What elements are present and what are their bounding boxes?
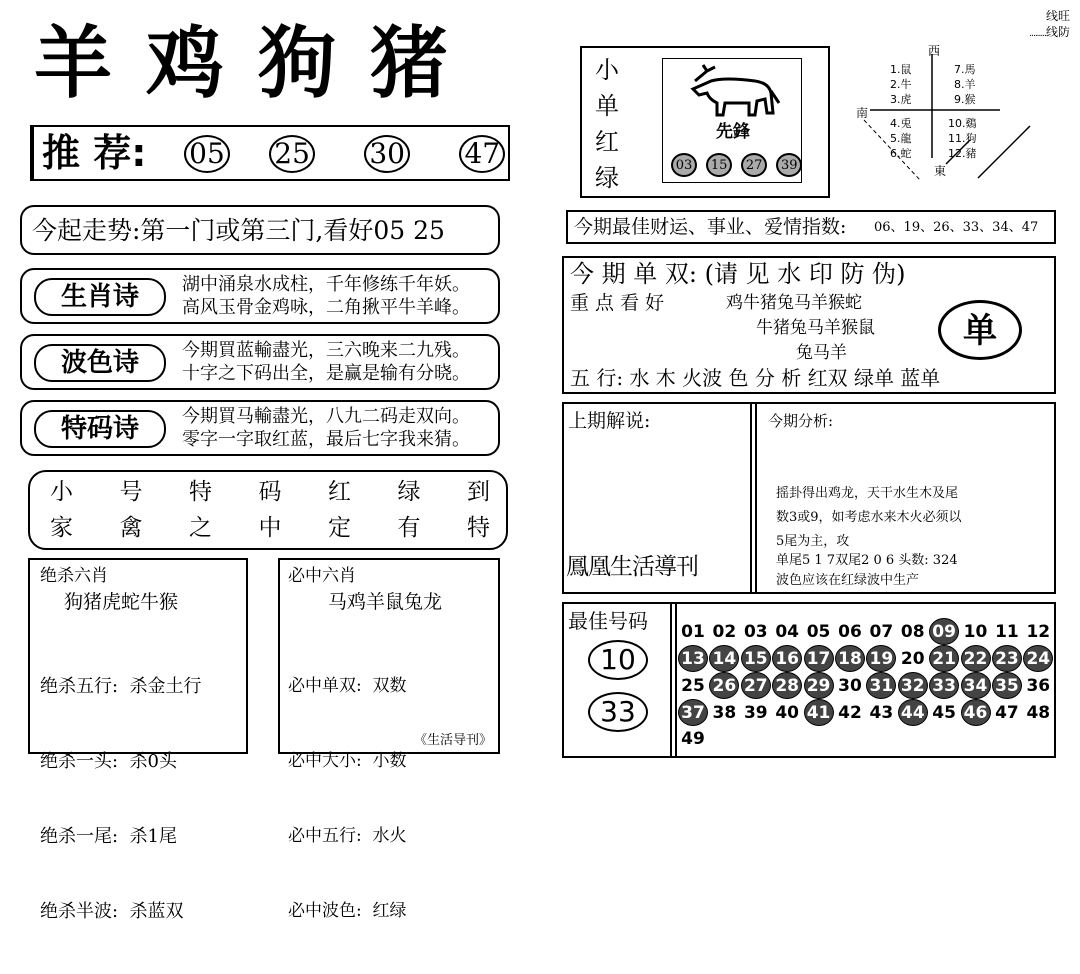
- recommend-box: [30, 125, 510, 181]
- poem-line: 今期買马輸盡光，八九二码走双向。: [182, 406, 470, 427]
- number-row: [678, 618, 1054, 645]
- zodiac-item: 5.龍: [890, 132, 912, 145]
- number-grid: [678, 618, 1054, 756]
- zodiac-item: 10.鷄: [948, 117, 977, 130]
- zodiac-item: 2.牛: [890, 78, 912, 91]
- poem-special-box: [20, 400, 500, 456]
- fortune-box: [566, 210, 1056, 244]
- number-ball: 01: [681, 622, 705, 642]
- number-ball: 20: [900, 649, 925, 669]
- number-ball: 16: [772, 645, 802, 672]
- number-ball: 19: [866, 645, 896, 672]
- oddeven-line: 牛猪兔马羊猴鼠: [756, 318, 875, 338]
- number-ball: 49: [681, 729, 705, 749]
- pioneer-side-char: 小: [595, 56, 619, 84]
- must-item: 必中五行: 水火: [288, 826, 407, 846]
- must-item: 必中波色: 红绿: [288, 901, 407, 921]
- recommend-number: 47: [459, 135, 505, 173]
- slogan-row-1: [50, 476, 490, 508]
- pioneer-number: 15: [706, 153, 732, 177]
- number-ball: 45: [932, 703, 956, 723]
- poem-zodiac-box: [20, 268, 500, 324]
- slogan-char: 家: [50, 515, 73, 541]
- number-ball: 02: [712, 622, 737, 642]
- slogan-char: 红: [328, 479, 351, 505]
- analysis-tail: 单尾5 1 7双尾2 0 6 头数: 324: [776, 553, 958, 568]
- number-ball: 14: [709, 645, 739, 672]
- compass-south: 南: [856, 106, 869, 120]
- slogan-char: 绿: [397, 479, 421, 505]
- number-ball: 47: [995, 703, 1019, 723]
- number-ball: 18: [835, 645, 865, 672]
- number-ball: 36: [1026, 676, 1051, 696]
- slogan-char: 特: [189, 479, 212, 505]
- must-zodiacs: 马鸡羊鼠兔龙: [328, 591, 443, 613]
- ox-icon: [685, 63, 781, 121]
- poem-color-box: [20, 334, 500, 390]
- analysis-line: 5尾为主，攻: [776, 534, 850, 549]
- pioneer-number: 27: [741, 153, 767, 177]
- oddeven-seal: 单: [938, 300, 1022, 360]
- number-ball: 40: [775, 703, 799, 723]
- number-ball: 13: [678, 645, 708, 672]
- must-item: 必中大小: 小数: [288, 751, 407, 771]
- recommend-label: 推 荐:: [42, 131, 147, 175]
- recommend-number: 05: [184, 135, 230, 173]
- pioneer-number: 39: [776, 153, 802, 177]
- number-ball: 33: [929, 672, 959, 699]
- pioneer-side-char: 绿: [595, 164, 619, 192]
- pioneer-inner: [662, 58, 802, 183]
- number-ball: 31: [866, 672, 896, 699]
- analysis-divider: [750, 404, 757, 592]
- kill-box: [28, 558, 248, 922]
- number-row: [678, 699, 1054, 726]
- must-title: 必中六肖: [288, 566, 356, 586]
- kill-item: 绝杀五行: 杀金土行: [40, 676, 202, 697]
- pioneer-side-char: 红: [595, 128, 619, 156]
- must-item: 必中单双: 双数: [288, 676, 407, 696]
- analysis-line: 数3或9，如考虑水来木火必须以: [776, 510, 962, 525]
- slogan-char: 中: [258, 515, 282, 541]
- number-ball: 34: [961, 672, 991, 699]
- number-ball: 21: [929, 645, 959, 672]
- legend-weak: .........线防: [1029, 25, 1070, 39]
- best-divider: [670, 604, 677, 756]
- poem-line: 湖中涌泉水成柱，千年修练千年妖。: [182, 274, 470, 295]
- zodiac-item: 1.鼠: [890, 63, 912, 76]
- number-ball: 22: [961, 645, 991, 672]
- number-ball: 25: [681, 676, 705, 696]
- trend-text: 今起走势:第一门或第三门,看好05 25: [32, 216, 445, 245]
- number-ball: 24: [1023, 645, 1053, 672]
- analysis-box: [562, 402, 1056, 594]
- number-ball: 06: [838, 622, 862, 642]
- slogan-char: 特: [467, 515, 490, 541]
- zodiac-item: 7.馬: [954, 63, 976, 76]
- recommend-number: 30: [364, 135, 410, 173]
- best-box: [562, 602, 1056, 758]
- kill-item: 绝杀半波: 杀蓝双: [40, 901, 184, 922]
- number-ball: 43: [869, 703, 894, 723]
- number-ball: 12: [1026, 622, 1051, 642]
- fortune-value: 06、19、26、33、34、47: [874, 220, 1039, 235]
- kill-title: 绝杀六肖: [40, 566, 108, 586]
- kill-item: 绝杀一头: 杀0头: [40, 751, 177, 772]
- number-ball: 27: [741, 672, 771, 699]
- fortune-label: 今期最佳财运、事业、爱情指数:: [574, 216, 847, 238]
- poem-label: 生肖诗: [34, 278, 166, 316]
- legend-strong: 线旺: [1045, 9, 1070, 23]
- number-row: [678, 672, 1054, 699]
- poem-label: 波色诗: [34, 344, 166, 382]
- number-ball: 35: [992, 672, 1022, 699]
- best-pick: 10: [588, 640, 648, 680]
- number-ball: 15: [741, 645, 771, 672]
- number-ball: 11: [995, 622, 1019, 642]
- number-ball: 46: [961, 699, 991, 726]
- slogan-char: 有: [397, 515, 421, 541]
- number-ball: 28: [772, 672, 802, 699]
- recommend-number: 25: [269, 135, 315, 173]
- zodiac-item: 11.狗: [948, 132, 977, 145]
- number-ball: 37: [678, 699, 708, 726]
- slogan-box: [28, 470, 508, 550]
- slogan-char: 码: [258, 479, 282, 505]
- slogan-char: 小: [50, 479, 73, 505]
- number-ball: 48: [1026, 703, 1051, 723]
- compass: [850, 40, 1040, 190]
- must-footer: 《生活导刊》: [413, 733, 492, 748]
- poem-line: 高风玉骨金鸡咏，二角揪平牛羊峰。: [182, 297, 470, 318]
- number-ball: 23: [992, 645, 1022, 672]
- zodiac-item: 4.兎: [890, 117, 912, 130]
- oddeven-title: 今 期 单 双: (请 见 水 印 防 伪): [570, 260, 906, 288]
- number-ball: 32: [898, 672, 928, 699]
- number-ball: 26: [709, 672, 739, 699]
- number-ball: 39: [743, 703, 768, 723]
- number-ball: 29: [804, 672, 834, 699]
- poem-line: 十字之下码出全，是赢是输有分晓。: [182, 363, 470, 384]
- slogan-char: 定: [328, 515, 351, 541]
- pioneer-side-char: 单: [595, 92, 619, 120]
- number-ball: 07: [869, 622, 894, 642]
- compass-west: 西: [928, 44, 941, 58]
- analysis-wave: 波色应该在红绿波中生产: [776, 573, 920, 588]
- kill-zodiacs: 狗猪虎蛇牛猴: [64, 591, 179, 613]
- zodiac-item: 6.蛇: [890, 147, 912, 160]
- number-row: [678, 645, 1054, 672]
- number-ball: 42: [838, 703, 862, 723]
- zodiac-item: 8.羊: [954, 78, 976, 91]
- analysis-line: 摇卦得出鸡龙，天干水生木及尾: [776, 486, 959, 501]
- kill-item: 绝杀一尾: 杀1尾: [40, 826, 177, 847]
- slogan-char: 到: [467, 479, 490, 505]
- number-ball: 04: [775, 622, 799, 642]
- trend-box: [20, 205, 500, 255]
- number-ball: 03: [743, 622, 768, 642]
- number-ball: 38: [712, 703, 737, 723]
- pioneer-number: 03: [671, 153, 697, 177]
- oddeven-focus-label: 重 点 看 好: [570, 292, 665, 314]
- number-ball: 41: [804, 699, 834, 726]
- oddeven-line: 鸡牛猪兔马羊猴蛇: [726, 293, 862, 313]
- oddeven-box: [562, 256, 1056, 394]
- zodiac-item: 3.虎: [890, 93, 912, 106]
- slogan-char: 号: [119, 479, 143, 505]
- slogan-char: 之: [189, 515, 212, 541]
- zodiac-item: 12.豬: [948, 147, 977, 160]
- zodiac-item: 9.猴: [954, 93, 976, 106]
- oddeven-line: 兔马羊: [796, 343, 847, 363]
- compass-legend: [1006, 8, 1070, 42]
- number-ball: 44: [898, 699, 928, 726]
- number-ball: 05: [806, 622, 831, 642]
- oddeven-wuxing: 五 行: 水 木 火波 色 分 析 红双 绿单 蓝单: [570, 366, 941, 390]
- pioneer-box: [580, 46, 830, 198]
- must-box: [278, 558, 500, 921]
- compass-east: 東: [934, 164, 947, 178]
- number-ball: 30: [838, 676, 862, 696]
- number-row: [678, 726, 1054, 753]
- best-pick: 33: [588, 692, 648, 732]
- slogan-char: 禽: [119, 515, 143, 541]
- number-ball: 08: [900, 622, 925, 642]
- number-ball: 17: [804, 645, 834, 672]
- brand: 鳳凰生活導刊: [566, 554, 698, 580]
- curr-label: 今期分析:: [768, 412, 834, 430]
- slogan-row-2: [50, 512, 490, 544]
- poem-label: 特码诗: [34, 410, 166, 448]
- best-label: 最佳号码: [568, 609, 648, 633]
- number-ball: 10: [963, 622, 988, 642]
- page-title: 羊鸡狗猪: [34, 19, 483, 109]
- pioneer-label: 先鋒: [716, 122, 750, 142]
- poem-line: 零字一字取红蓝，最后七字我来猜。: [182, 429, 470, 450]
- number-ball: 09: [929, 618, 959, 645]
- poem-line: 今期買蓝輸盡光，三六晚来二九残。: [182, 340, 470, 361]
- prev-label: 上期解说:: [568, 410, 651, 432]
